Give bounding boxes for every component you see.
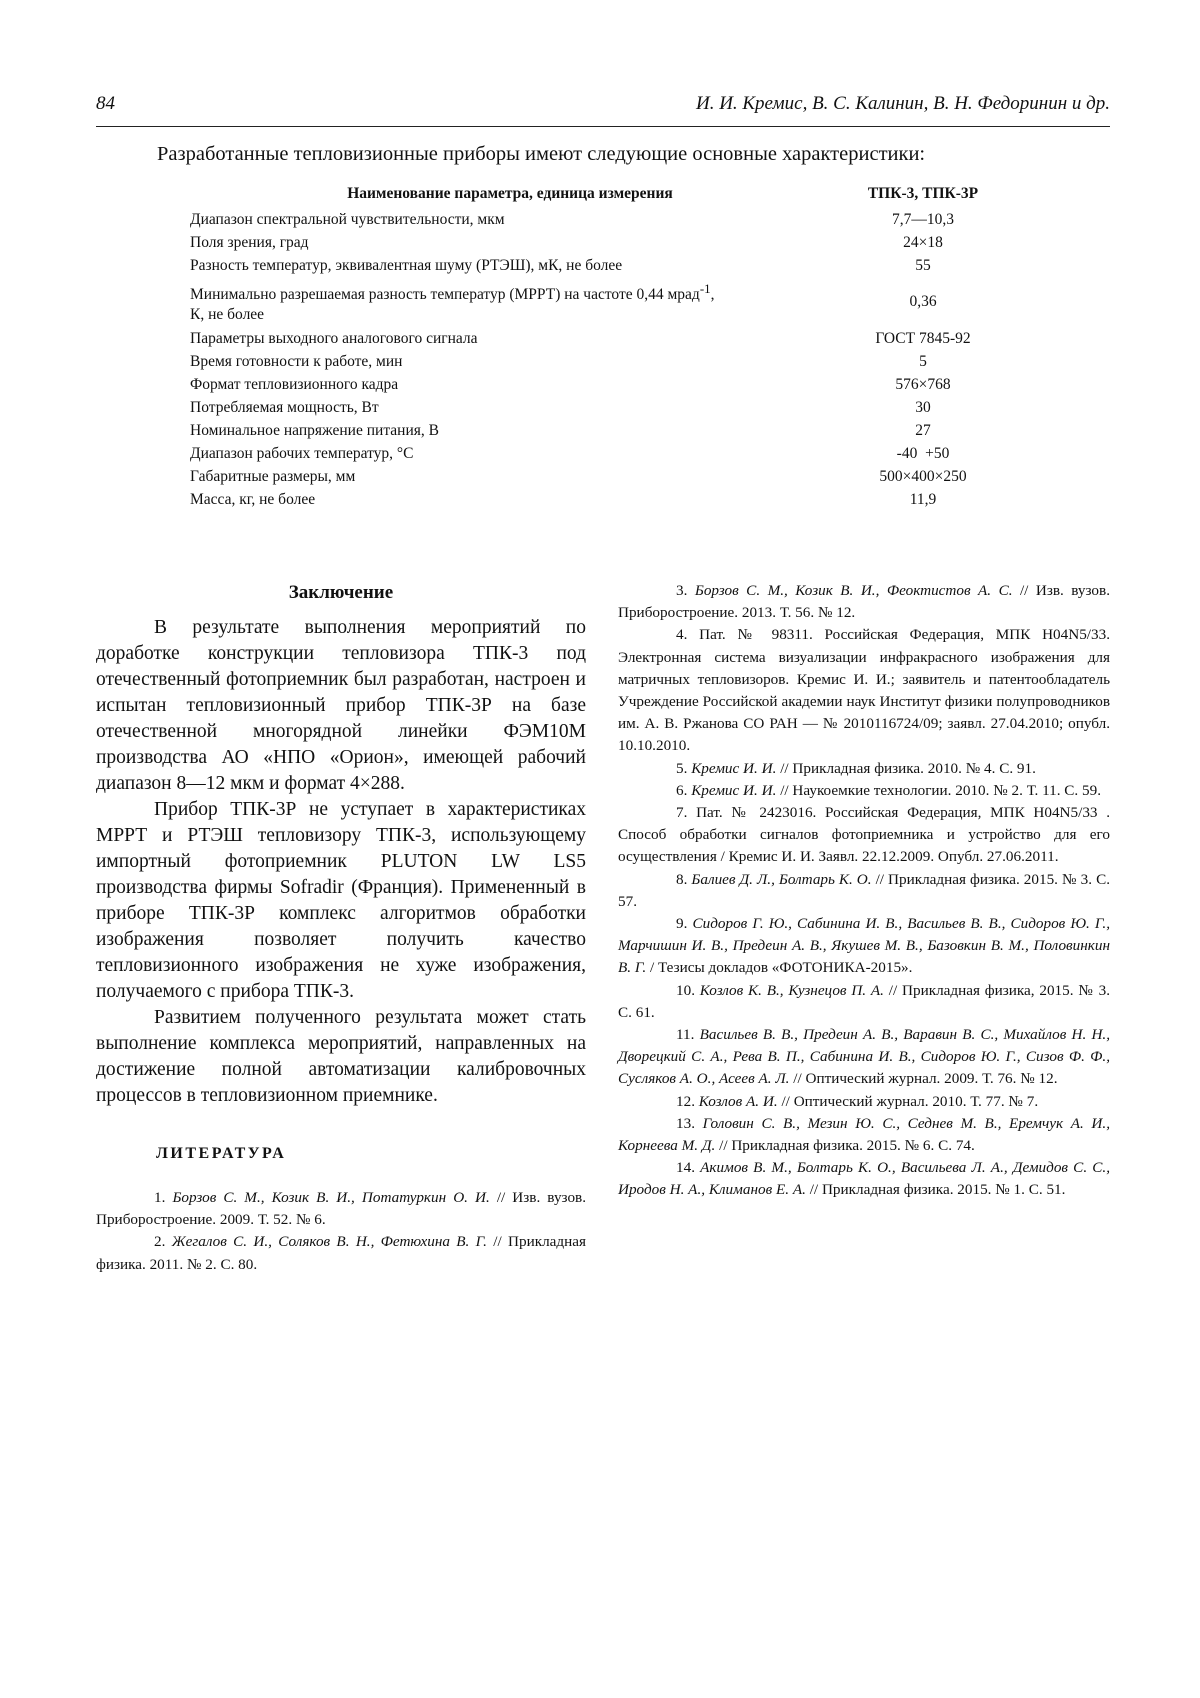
- ref-number: 6.: [676, 781, 688, 799]
- param-name-part: Минимально разрешаемая разность температур (МРРТ) на частоте 0,44 мрад: [190, 286, 700, 304]
- left-column: [96, 580, 586, 1276]
- table-row: [190, 327, 1016, 350]
- ref-source: / Тезисы докладов «ФОТОНИКА-2015».: [646, 959, 913, 977]
- ref-authors: Кремис И. И.: [691, 759, 777, 777]
- reference-item: [618, 1157, 1110, 1201]
- table-header-row: [190, 184, 1016, 208]
- param-name: Поля зрения, град: [190, 234, 309, 251]
- param-name: Потребляемая мощность, Вт: [190, 399, 379, 417]
- header-rule: [96, 126, 1110, 127]
- reference-item: [618, 802, 1110, 869]
- ref-source: // Изв. вузов. Приборостроение. 2013. Т. 56. № 12.: [618, 582, 1110, 622]
- conclusion-paragraph: Прибор ТПК-3Р не уступает в характеристиках МРРТ и РТЭШ тепловизору ТПК-3, использующему импортный фотоприемник PLUTON LW LS5 производства фирмы Sofradir (Франция). Примененный в приборе ТПК-3Р комплекс алгоритмов обработки изображения позволяет получить качество тепловизионного изображения не хуже изображения, получаемого с прибора ТПК-3.: [96, 799, 586, 1002]
- reference-item: [618, 869, 1110, 913]
- param-value: 500×400×250: [879, 468, 967, 486]
- param-name: Габаритные размеры, мм: [190, 468, 356, 486]
- ref-number: 1.: [154, 1189, 166, 1206]
- table-row: [190, 396, 1016, 419]
- param-superscript: -1: [699, 281, 711, 296]
- reference-item: [96, 1187, 586, 1231]
- reference-item: [618, 580, 1110, 624]
- reference-item: [618, 1113, 1110, 1157]
- ref-source: // Прикладная физика. 2010. № 4. С. 91.: [776, 759, 1036, 777]
- ref-source: // Прикладная физика. 2015. № 3. С. 57.: [618, 870, 1111, 910]
- page-number: 84: [96, 93, 115, 114]
- ref-authors: Васильев В. В., Предеин А. В., Варавин В. С., Михайлов Н. Н., Дворецкий С. А., Рева В. П., Сабинина И. В., Сидоров Ю. Г., Сизов Ф. Ф., Сусляков А. О., Асеев А. Л.: [618, 1026, 1111, 1088]
- param-value: 11,9: [909, 491, 937, 509]
- reference-item: [618, 980, 1110, 1024]
- ref-number: 4.: [676, 626, 688, 644]
- table-header-parameter: Наименование параметра, единица измерения: [347, 185, 673, 202]
- param-name: Масса, кг, не более: [190, 491, 316, 509]
- ref-number: 7.: [676, 804, 688, 822]
- param-value: 27: [915, 422, 931, 440]
- ref-number: 11.: [676, 1026, 695, 1044]
- param-value: -40 +50: [896, 445, 950, 463]
- param-value: ГОСТ 7845-92: [875, 330, 971, 348]
- table-row: [190, 488, 1016, 511]
- ref-source: // Прикладная физика, 2015. № 3. С. 61.: [618, 981, 1111, 1021]
- ref-authors: Сидоров Г. Ю., Сабинина И. В., Васильев В. В., Сидоров Ю. Г., Марчишин И. В., Предеин А. В., Якушев М. В., Базовкин В. М., Половинкин В. Г.: [618, 915, 1110, 977]
- ref-authors: Балиев Д. Л., Болтарь К. О.: [691, 870, 872, 888]
- reference-item: [618, 758, 1110, 780]
- ref-authors: Акимов В. М., Болтарь К. О., Васильева Л. А., Демидов С. С., Иродов Н. А., Климанов Е. А.: [618, 1159, 1111, 1199]
- ref-number: 12.: [676, 1092, 695, 1110]
- ref-source: // Прикладная физика. 2015. № 6. С. 74.: [715, 1137, 975, 1155]
- param-name: Параметры выходного аналогового сигнала: [190, 330, 478, 348]
- param-name: [190, 277, 830, 327]
- conclusion-paragraph: В результате выполнения мероприятий по доработке конструкции тепловизора ТПК-3 под отечественный фотоприемник был разработан, настроен и испытан тепловизионный прибор ТПК-3Р на базе отечественной многорядной линейки ФЭМ10М производства АО «НПО «Орион», имеющей рабочий диапазон 8—12 мкм и формат 4×288.: [96, 617, 586, 794]
- running-head-authors: И. И. Кремис, В. С. Калинин, В. Н. Федоринин и др.: [695, 93, 1110, 114]
- param-name: Номинальное напряжение питания, В: [190, 422, 439, 440]
- table-row: [190, 419, 1016, 442]
- table-header-value: ТПК-3, ТПК-3Р: [867, 185, 979, 202]
- table-row: [190, 208, 1016, 231]
- conclusion-paragraph: Развитием полученного результата может стать выполнение комплекса мероприятий, направленных на достижение полной автоматизации калибровочных процессов в тепловизионном приемнике.: [96, 1007, 586, 1106]
- ref-number: 9.: [676, 915, 688, 933]
- ref-source: // Прикладная физика. 2015. № 1. С. 51.: [805, 1181, 1066, 1199]
- ref-authors: Жегалов С. И., Соляков В. Н., Фетюхина В. Г.: [171, 1233, 487, 1251]
- right-column: [618, 580, 1110, 1202]
- ref-number: 3.: [676, 582, 688, 599]
- param-value: 24×18: [903, 234, 943, 251]
- ref-source: Пат. № 2423016. Российская Федерация, МПК H04N5/33 . Способ обработки сигналов фотоприемника и устройство для его осуществления / Кремис И. И. Заявл. 22.12.2009. Опубл. 27.06.2011.: [618, 804, 1110, 866]
- reference-item: [618, 780, 1110, 802]
- ref-authors: Борзов С. М., Козик В. И., Феоктистов А. С.: [694, 582, 1013, 599]
- param-value: 5: [919, 353, 927, 371]
- ref-number: 10.: [676, 981, 695, 999]
- ref-number: 8.: [676, 870, 688, 888]
- parameters-table: [190, 184, 1016, 511]
- param-name: Разность температур, эквивалентная шуму (РТЭШ), мК, не более: [190, 257, 623, 274]
- table-row: [190, 254, 1016, 277]
- param-name: Диапазон спектральной чувствительности, мкм: [190, 211, 505, 228]
- reference-item: [96, 1231, 586, 1275]
- ref-number: 13.: [676, 1114, 695, 1132]
- table-row: [190, 465, 1016, 488]
- ref-authors: Кремис И. И.: [691, 781, 777, 799]
- ref-source: Пат. № 98311. Российская Федерация, МПК H04N5/33. Электронная система визуализации инфракрасного изображения для матричных тепловизоров. Кремис И. И.; заявитель и патентообладатель Учреждение Российской академии наук Институт физики полупроводников им. А. В. Ржанова СО РАН — № 2010116724/09; заявл. 27.04.2010; опубл. 10.10.2010.: [618, 626, 1110, 755]
- param-name: Время готовности к работе, мин: [190, 353, 403, 371]
- reference-item: [618, 1024, 1110, 1091]
- reference-item: [618, 913, 1110, 980]
- param-value: 55: [915, 257, 931, 274]
- reference-item: [618, 624, 1110, 757]
- param-value: 576×768: [895, 376, 951, 394]
- table-row: [190, 231, 1016, 254]
- reference-item: [618, 1091, 1110, 1113]
- table-row: [190, 442, 1016, 465]
- table-row: [190, 350, 1016, 373]
- ref-source: // Наукоемкие технологии. 2010. № 2. Т. 11. С. 59.: [776, 781, 1101, 799]
- ref-source: // Прикладная физика. 2011. № 2. С. 80.: [96, 1233, 586, 1273]
- ref-number: 14.: [676, 1159, 695, 1177]
- literature-title: ЛИТЕРАТУРА: [156, 1145, 287, 1162]
- ref-number: 5.: [676, 759, 688, 777]
- param-name: Формат тепловизионного кадра: [190, 376, 399, 394]
- ref-source: // Оптический журнал. 2009. Т. 76. № 12.: [789, 1070, 1058, 1088]
- param-value: 30: [915, 399, 931, 417]
- ref-authors: Борзов С. М., Козик В. И., Потатуркин О. И.: [172, 1189, 490, 1206]
- param-name-line2: К, не более: [190, 306, 265, 324]
- intro-sentence: Разработанные тепловизионные приборы имеют следующие основные характеристики:: [157, 143, 926, 165]
- param-value: 0,36: [909, 293, 937, 311]
- param-value: 7,7—10,3: [892, 211, 954, 228]
- ref-source: // Оптический журнал. 2010. Т. 77. № 7.: [777, 1092, 1039, 1110]
- conclusion-title: Заключение: [288, 582, 394, 603]
- table-row: [190, 373, 1016, 396]
- ref-authors: Головин С. В., Мезин Ю. С., Седнев М. В., Еремчук А. И., Корнеева М. Д.: [618, 1114, 1110, 1155]
- ref-source: // Изв. вузов. Приборостроение. 2009. Т. 52. № 6.: [96, 1189, 587, 1229]
- ref-authors: Козлов А. И.: [698, 1092, 778, 1110]
- ref-number: 2.: [154, 1233, 166, 1251]
- param-name: Диапазон рабочих температур, °С: [190, 445, 414, 463]
- ref-authors: Козлов К. В., Кузнецов П. А.: [699, 981, 884, 999]
- param-name-tail: ,: [710, 286, 715, 304]
- table-row: [190, 277, 1016, 327]
